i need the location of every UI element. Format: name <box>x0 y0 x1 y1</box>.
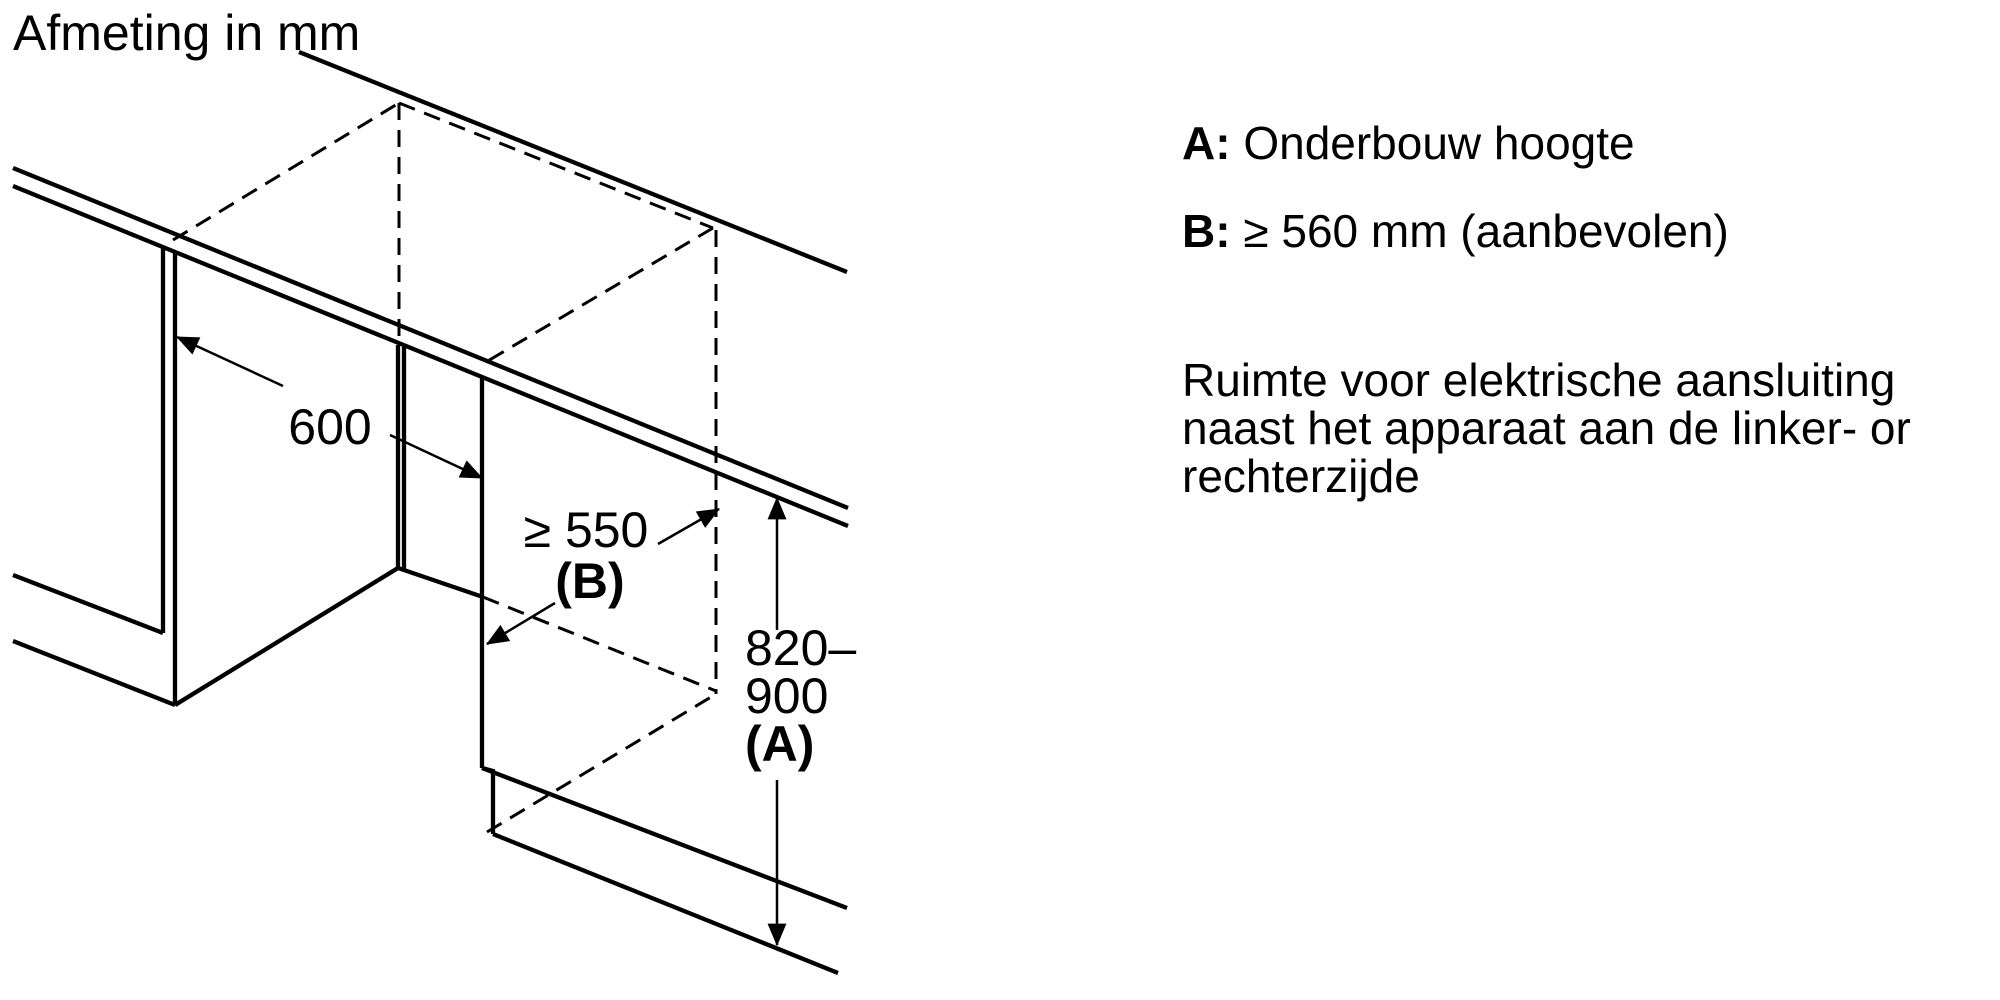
plinth-step <box>482 768 493 834</box>
dim-width-label: 600 <box>288 399 372 455</box>
legend-value-b: ≥ 560 mm (aanbevolen) <box>1243 205 1729 257</box>
niche-floor-back-edge-visible <box>398 568 483 597</box>
page-title: Afmeting in mm <box>13 5 361 61</box>
niche-top-right-edge <box>486 228 713 362</box>
dim-depth-label: ≥ 550 <box>523 502 649 558</box>
niche-top-back-edge <box>399 103 713 228</box>
legend-value-a: Onderbouw hoogte <box>1243 117 1635 169</box>
countertop-front-top-edge <box>13 168 848 508</box>
dim-depth <box>487 502 719 644</box>
plinth-top-line <box>482 768 847 908</box>
niche-dashed-volume <box>173 103 716 832</box>
niche-bottom-right-edge <box>487 694 716 832</box>
dim-height-label-to: 900 <box>745 668 829 724</box>
cabinet-front-bottom-edge <box>13 575 163 633</box>
installation-note-line-2: naast het apparaat aan de linker- or <box>1182 402 1911 454</box>
installation-note <box>1182 356 1911 500</box>
left-cabinet <box>13 247 404 705</box>
dim-height-label-from: 820– <box>745 620 857 676</box>
dim-depth-ref-label: (B) <box>555 553 625 609</box>
dim-height-ref-label: (A) <box>745 716 815 772</box>
niche-bottom-back-edge <box>483 597 716 691</box>
niche-top-left-edge <box>173 103 399 240</box>
cabinet-side-bottom-edge <box>175 568 398 705</box>
legend-row-a <box>1182 118 1635 169</box>
legend-row-b <box>1182 206 1729 257</box>
countertop-front-bottom-edge <box>13 186 848 526</box>
wall-top-edge <box>299 52 847 272</box>
legend-key-a: A: <box>1182 117 1231 169</box>
legend-key-b: B: <box>1182 205 1231 257</box>
dim-width-arrow-left <box>177 337 283 386</box>
cabinet-plinth-bottom-edge <box>13 641 175 705</box>
installation-note-line-1: Ruimte voor elektrische aansluiting <box>1182 354 1896 406</box>
dim-depth-arrow-back <box>658 509 719 544</box>
installation-note-line-3: rechterzijde <box>1182 450 1420 502</box>
floor-line <box>493 834 838 973</box>
dim-height <box>745 498 856 945</box>
